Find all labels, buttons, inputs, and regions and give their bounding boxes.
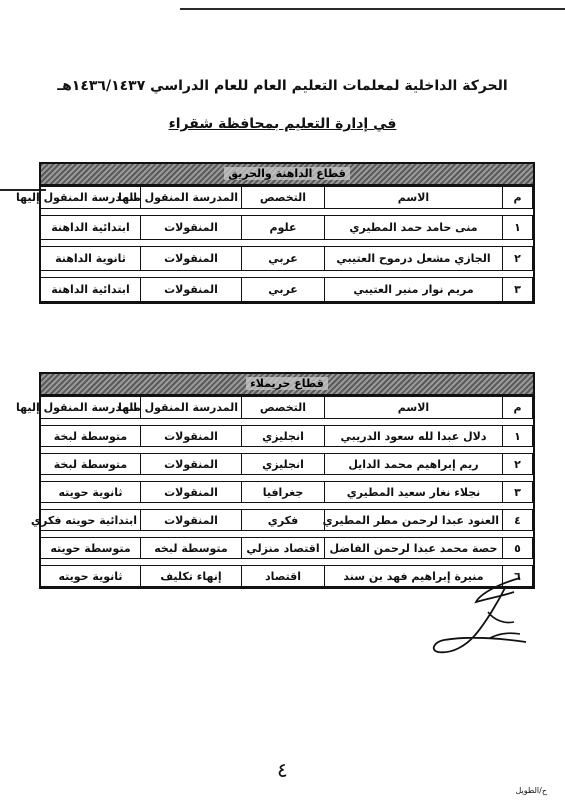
col-header-name: الاسم [325,397,503,419]
col-header-num: م [503,187,533,209]
table-row: ١ دلال عبدا لله سعود الدريبي انجليزي المنقولات متوسطة لبخة [41,426,533,447]
transfer-table-1 [15,162,535,304]
signature-mark [428,572,538,662]
table-row: ٢ الجازي مشعل درموح العتيبي عربي المنقولات ثانوية الداهنة [41,247,533,271]
table-band-1: قطاع الداهنة والحريق [41,164,533,186]
table-row: ٥ حصة محمد عبدا لرحمن الفاضل اقتصاد منزلي متوسطة لبخه متوسطة حويته [41,538,533,559]
transfer-table-2 [15,372,535,589]
document-subtitle: في إدارة التعليم بمحافظة شقراء [168,116,397,132]
table-row: ١ منى حامد حمد المطيري علوم المنقولات ابتدائية الداهنة [41,216,533,240]
table-band-2: قطاع حريملاء [41,374,533,396]
col-header-num: م [503,397,533,419]
col-header-from: المدرسة المنقول منها [141,397,242,419]
table-header-row [41,187,533,209]
footer-note: ح/الطويل [515,786,547,795]
top-rule [180,8,565,10]
col-header-to: المدرسة المنقول إليها [41,397,141,419]
page-number: ٤ [277,758,288,782]
table-row: ٤ العنود عبدا لرحمن مطر المطيري فكري المنقولات ابتدائية حويته فكري [41,510,533,531]
col-header-from: المدرسة المنقول منها [141,187,242,209]
col-header-specialty: التخصص [242,187,325,209]
table-row: ٣ مريم نوار منير العتيبي عربي المنقولات ابتدائية الداهنة [41,278,533,302]
document-title: الحركة الداخلية لمعلمات التعليم العام للعام الدراسي ١٤٣٦/١٤٣٧هـ [57,78,508,94]
table-row: ٦ منيرة إبراهيم فهد بن سند اقتصاد إنهاء تكليف ثانوية حويته [41,566,533,587]
table-row: ٢ ريم إبراهيم محمد الدايل انجليزي المنقولات متوسطة لبخة [41,454,533,475]
col-header-specialty: التخصص [242,397,325,419]
col-header-name: الاسم [325,187,503,209]
table-header-row [41,397,533,419]
col-header-to: المدرسة المنقول إليها [41,187,141,209]
table-row: ٣ نجلاء نغار سعيد المطيري جغرافيا المنقولات ثانوية حويته [41,482,533,503]
